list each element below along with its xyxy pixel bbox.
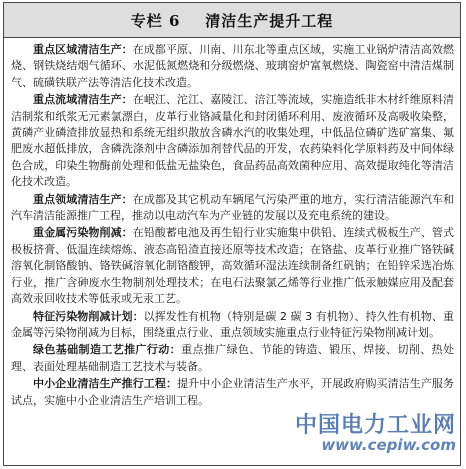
paragraph-heading: 中小企业清洁生产推行工程： [33,377,178,391]
paragraph-heading: 特征污染物削减计划： [33,309,144,323]
paragraph-heading: 重点流域清洁生产： [33,93,133,107]
paragraph-text: 在成都及其它机动车辆尾气污染严重的地方，实行清洁能源汽车和汽车清洁能源推广工程，推动以电动汽车为产业链的发展以及充电系统的建设。 [11,192,455,223]
paragraph-heading: 重点区域清洁生产： [33,43,133,56]
feature-box [3,2,461,466]
paragraph-sme [11,376,454,409]
paragraph-green-manufacturing [11,342,454,375]
paragraph-regional [11,42,454,91]
paragraph-text: 在铅酸蓄电池及再生铅行业实施集中供铅、连续式极板生产、管式极板挤膏、低温连续熔炼、液态高铅渣直接还原等技术改造；在铬盐、皮革行业推广铬铁碱溶氧化制铬酸钠、铬铁碱溶氧化制铬酸钾，高效循环湿法连续制备红矾钠；在铅锌采选冶炼行业，推广含砷废水生物制剂处理技术；在电石法聚氯乙烯等行业推广低汞触媒应用及配套高效汞回收技术等低汞或无汞工艺。 [11,226,455,306]
paragraph-text: 以挥发性有机物（特别是碳 2 碳 3 有机物）、持久性有机物、重金属等污染物削减为目标，围绕重点行业、重点领域实施重点行业特征污染物削减计划。 [11,309,455,339]
paragraph-sector [11,192,454,225]
paragraph-heading: 重点领域清洁生产： [33,192,133,206]
paragraph-text: 在成都平原、川南、川东北等重点区域，实施工业锅炉清洁高效燃烧、钢铁烧结烟气循环、水泥低氮燃烧和分级燃烧、玻璃窑炉富氧燃烧、陶瓷窑中清洁煤制气、硫磺铁联产法等清洁化技术改造。 [11,43,455,89]
paragraph-text: 提升中小企业清洁生产水平，开展政府购买清洁生产服务试点，实施中小企业清洁生产培训工程。 [11,377,455,407]
box-title: 专栏 6 清洁生产提升工程 [130,11,334,30]
paragraph-characteristic-pollutants [11,309,454,342]
paragraph-text: 重点推广绿色、节能的铸造、锻压、焊接、切削、热处理、表面处理基础制造工艺技术与装备。 [11,343,455,373]
paragraph-heavy-metals [11,225,454,307]
watermark-url: www.cepiw.com [321,436,456,454]
paragraph-heading: 重金属污染物削减： [33,226,133,240]
paragraph-basin [11,92,454,190]
paragraph-heading: 绿色基础制造工艺推广行动： [33,343,182,357]
box-body [11,42,454,410]
paragraph-text: 在岷江、沱江、嘉陵江、涪江等流域，实施造纸非木材纤维原料清洁制浆和纸浆无元素氯漂白，皮革行业铬减量化和封闭循环利用、废液循环及高吸收染整，黄磷产业磷渣排放显热和系统无组织散放含磷水汽的收集处理，中低品位磷矿选矿富集、氟肥废水超低排放，含磷洗涤剂中含磷添加剂替代品的开发，农药染料化学原料药及中间体绿色合成，印染生物酶前处理和低盐无盐染色，食品药品高效菌种应用、高效提取纯化等清洁化技术改造。 [11,93,455,189]
box-title-band [4,3,460,38]
watermark-name: 中国电力工业网 [294,413,456,438]
